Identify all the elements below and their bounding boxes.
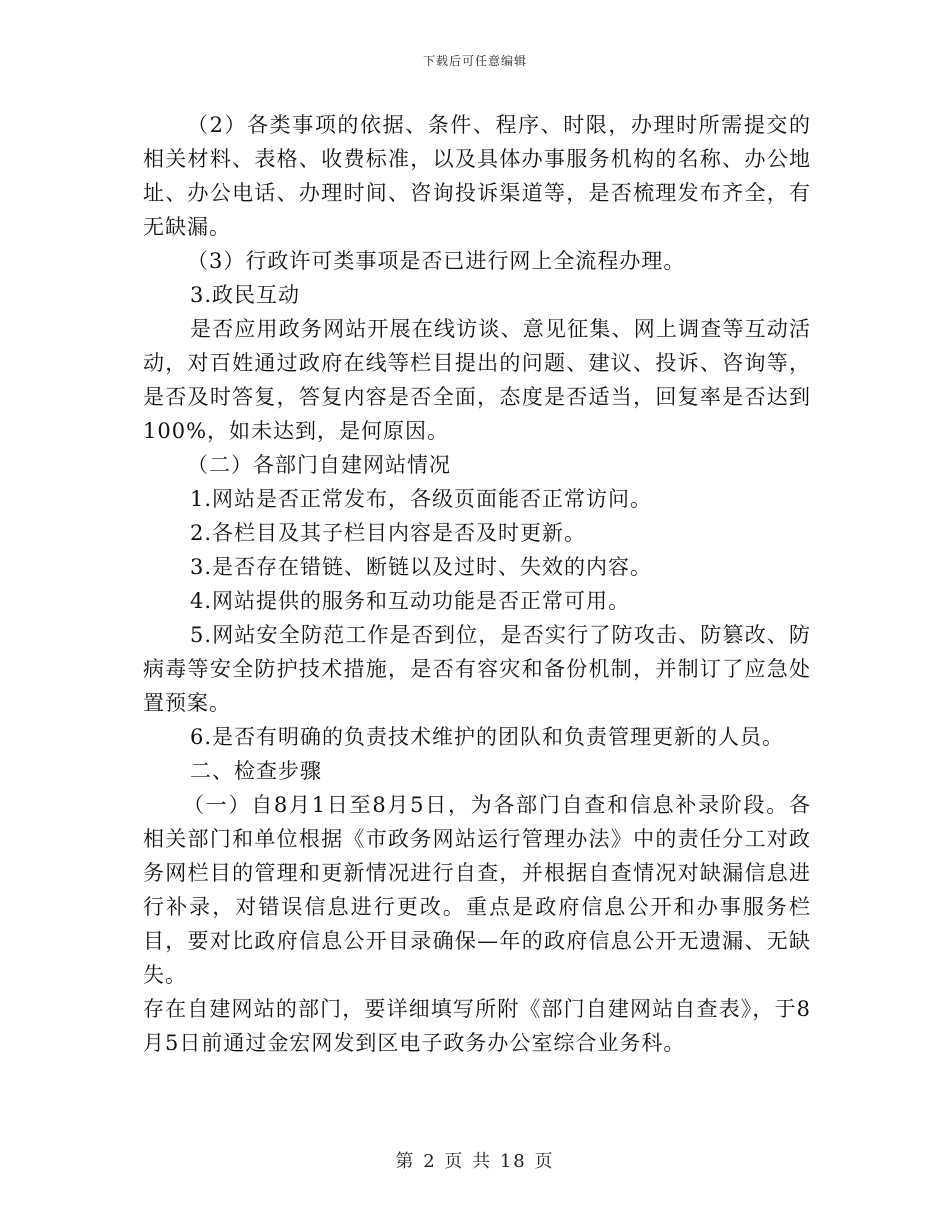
list-item: 4.网站提供的服务和互动功能是否正常可用。 <box>190 589 631 613</box>
section-heading: 3.政民互动 <box>190 283 301 307</box>
section-heading: （二）各部门自建网站情况 <box>187 453 451 477</box>
page-header: 下载后可任意编辑 <box>422 54 527 68</box>
list-item: 1.网站是否正常发布，各级页面能否正常访问。 <box>190 487 653 511</box>
list-item: 6.是否有明确的负责技术维护的团队和负责管理更新的人员。 <box>190 725 785 749</box>
document-body <box>143 108 811 1060</box>
paragraph: （2）各类事项的依据、条件、程序、时限，办理时所需提交的相关材料、表格、收费标准，以及具体办事服务机构的名称、办公地址、办公电话、办理时间、咨询投诉渠道等，是否梳理发布齐全，有无缺漏。 <box>143 113 811 239</box>
page-footer: 第 2 页 共 18 页 <box>395 1151 555 1172</box>
list-item: 5.网站安全防范工作是否到位，是否实行了防攻击、防篡改、防病毒等安全防护技术措施，是否有容灾和备份机制，并制订了应急处置预案。 <box>143 623 811 715</box>
list-item: 2.各栏目及其子栏目内容是否及时更新。 <box>190 521 587 545</box>
paragraph: 是否应用政务网站开展在线访谈、意见征集、网上调查等互动活动，对百姓通过政府在线等栏目提出的问题、建议、投诉、咨询等，是否及时答复，答复内容是否全面，态度是否适当，回复率是否达到100%，如未达到，是何原因。 <box>143 317 811 443</box>
list-item: 3.是否存在错链、断链以及过时、失效的内容。 <box>190 555 653 579</box>
paragraph: （一）自8月1日至8月5日，为各部门自查和信息补录阶段。各相关部门和单位根据《市政务网站运行管理办法》中的责任分工对政务网栏目的管理和更新情况进行自查，并根据自查情况对缺漏信息进行补录，对错误信息进行更改。重点是政府信息公开和办事服务栏目，要对比政府信息公开目录确保—年的政府信息公开无遗漏、无缺失。 <box>143 793 811 987</box>
paragraph: （3）行政许可类事项是否已进行网上全流程办理。 <box>187 249 686 273</box>
paragraph: 存在自建网站的部门，要详细填写所附《部门自建网站自查表》，于8月5日前通过金宏网发到区电子政务办公室综合业务科。 <box>143 997 811 1055</box>
section-heading: 二、检查步骤 <box>190 759 322 783</box>
